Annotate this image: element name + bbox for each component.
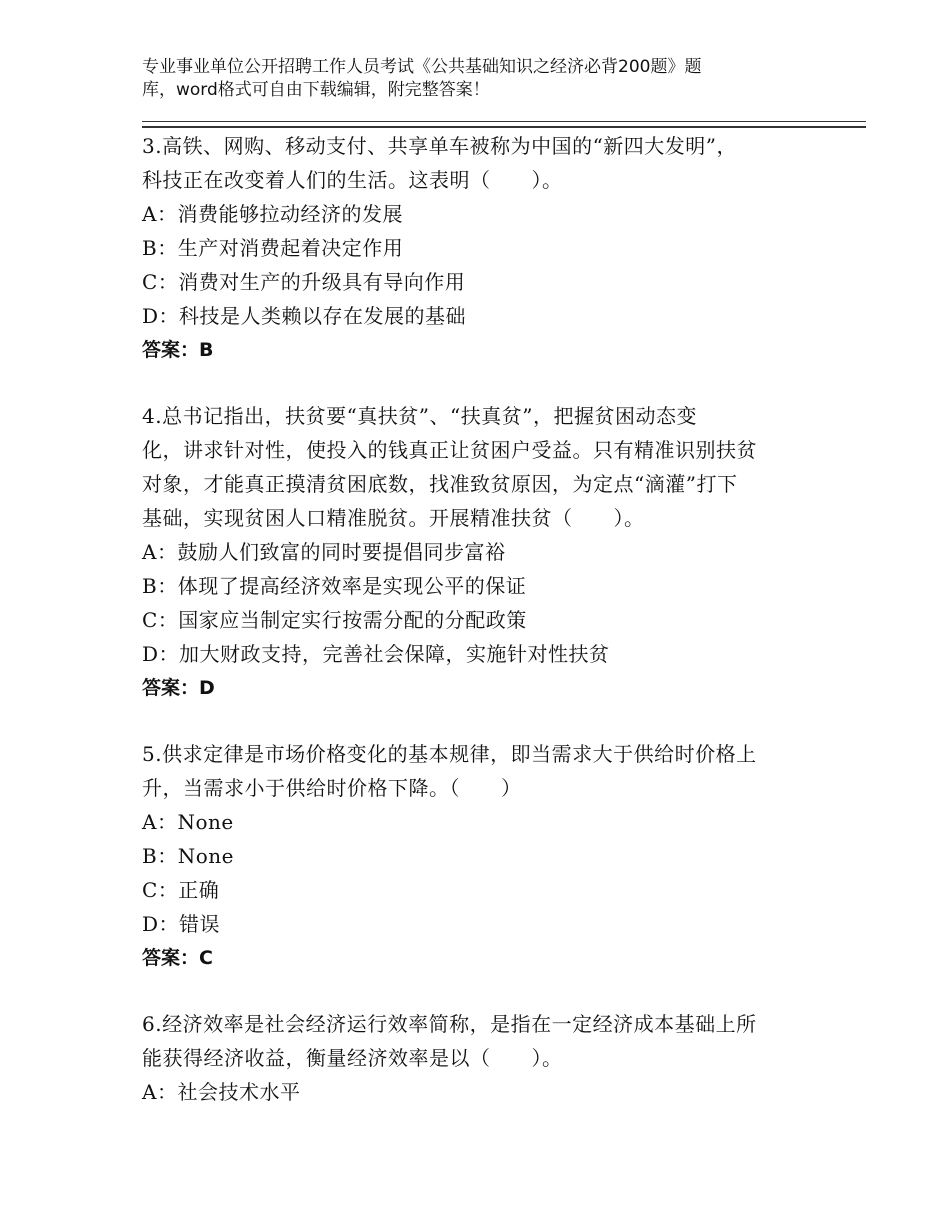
- answer-text: 答案：C: [142, 947, 213, 969]
- option-c: C：消费对生产的升级具有导向作用: [142, 270, 466, 294]
- option-a: A：消费能够拉动经济的发展: [142, 202, 403, 226]
- answer-text: 答案：D: [142, 677, 215, 699]
- question-text: 5.供求定律是市场价格变化的基本规律，即当需求大于供给时价格上: [142, 742, 757, 766]
- option-c: C：国家应当制定实行按需分配的分配政策: [142, 608, 527, 632]
- option-a: A：None: [142, 810, 234, 834]
- option-b: B：None: [142, 844, 234, 868]
- question-text: 能获得经济收益，衡量经济效率是以（ ）。: [142, 1046, 563, 1070]
- header-divider: [142, 126, 866, 128]
- question-text: 对象，才能真正摸清贫困底数，找准致贫原因，为定点“滴灌”打下: [142, 472, 738, 496]
- question-text: 升，当需求小于供给时价格下降。（ ）: [142, 776, 522, 800]
- question-text: 化，讲求针对性，使投入的钱真正让贫困户受益。只有精准识别扶贫: [142, 438, 757, 462]
- question-list: [142, 129, 802, 1141]
- document-header: [142, 56, 782, 102]
- question-text: 6.经济效率是社会经济运行效率简称，是指在一定经济成本基础上所: [142, 1012, 757, 1036]
- question-text: 4.总书记指出，扶贫要“真扶贫”、“扶真贫”，把握贫困动态变: [142, 404, 697, 428]
- question-block: [142, 737, 802, 975]
- option-b: B：体现了提高经济效率是实现公平的保证: [142, 574, 527, 598]
- question-text: 3.高铁、网购、移动支付、共享单车被称为中国的“新四大发明”，: [142, 134, 738, 158]
- header-divider: [142, 121, 866, 122]
- header-line: 库，word格式可自由下载编辑，附完整答案！: [142, 80, 490, 100]
- option-d: D：科技是人类赖以存在发展的基础: [142, 304, 467, 328]
- question-block: [142, 129, 802, 367]
- option-d: D：加大财政支持，完善社会保障，实施针对性扶贫: [142, 642, 610, 666]
- answer-text: 答案：B: [142, 339, 214, 361]
- option-a: A：社会技术水平: [142, 1080, 301, 1104]
- option-c: C：正确: [142, 878, 220, 902]
- option-a: A：鼓励人们致富的同时要提倡同步富裕: [142, 540, 506, 564]
- question-block: [142, 399, 802, 705]
- question-block: [142, 1007, 802, 1109]
- question-text: 基础，实现贫困人口精准脱贫。开展精准扶贫（ ）。: [142, 506, 645, 530]
- question-text: 科技正在改变着人们的生活。这表明（ ）。: [142, 168, 563, 192]
- option-d: D：错误: [142, 912, 221, 936]
- header-line: 专业事业单位公开招聘工作人员考试《公共基础知识之经济必背200题》题: [142, 57, 702, 77]
- option-b: B：生产对消费起着决定作用: [142, 236, 404, 260]
